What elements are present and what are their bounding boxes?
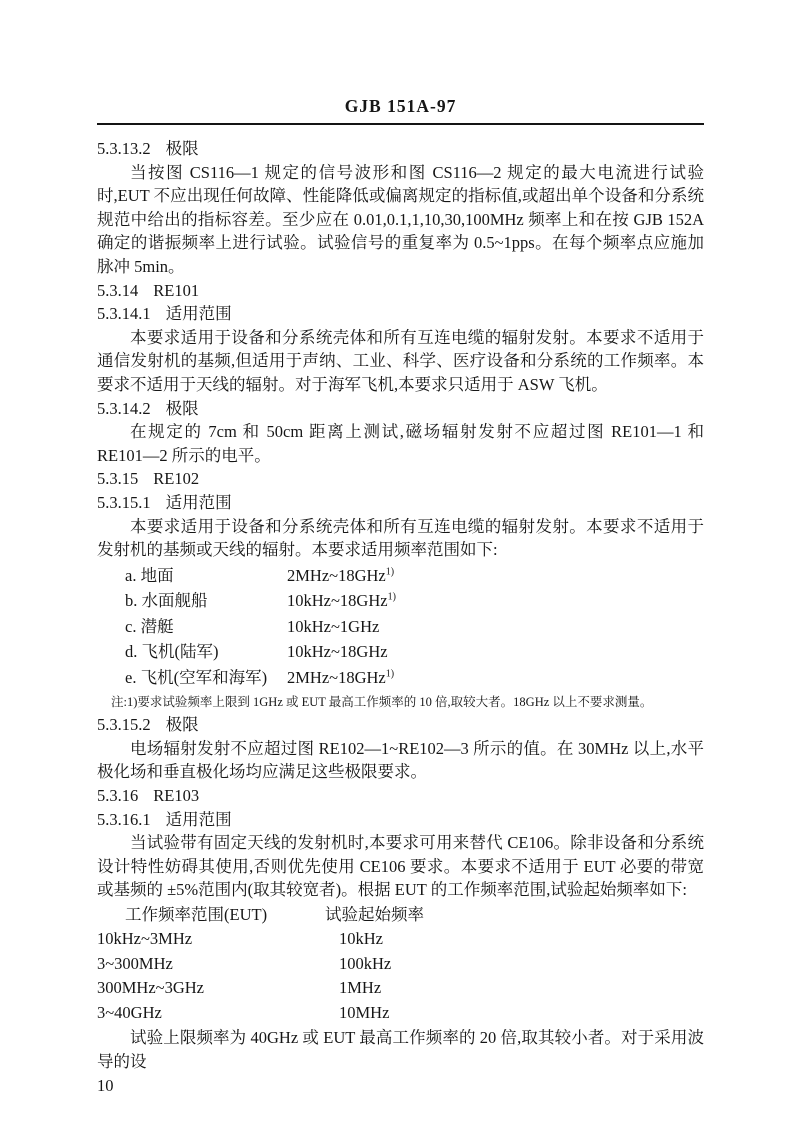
heading-title: 极限	[165, 139, 199, 158]
freq-range-text: 2MHz~18GHz	[287, 667, 386, 687]
table-cell-range: 3~300MHz	[97, 953, 173, 973]
table-cell-range: 300MHz~3GHz	[97, 978, 204, 998]
heading-5-3-14-1	[97, 302, 704, 326]
heading-number: 5.3.14	[97, 280, 139, 300]
paragraph-re102-limit: 电场辐射发射不应超过图 RE102—1~RE102—3 所示的值。在 30MHz 以上,水平极化场和垂直极化场均应满足这些极限要求。	[97, 738, 704, 782]
freq-item-label: b. 水面舰船	[125, 591, 208, 611]
freq-list-item	[97, 639, 704, 665]
table-cell-start-freq: 1MHz	[339, 978, 382, 998]
heading-title: 极限	[165, 715, 199, 735]
heading-5-3-16-1	[97, 808, 704, 832]
heading-5-3-14-2	[97, 397, 704, 421]
freq-item-label: c. 潜艇	[125, 616, 174, 636]
heading-number: 5.3.14.2	[97, 398, 151, 418]
table-cell-range: 3~40GHz	[97, 1002, 162, 1022]
footnote-ref: 1)	[387, 591, 396, 603]
doc-header	[97, 96, 704, 117]
table-row	[97, 1001, 704, 1026]
heading-title: RE102	[153, 469, 200, 489]
table-row	[97, 952, 704, 977]
freq-item-range	[287, 665, 394, 691]
heading-5-3-16	[97, 784, 704, 808]
table-header-row	[97, 903, 704, 928]
table-cell-start-freq: 10kHz	[339, 929, 383, 949]
heading-5-3-13-2	[97, 137, 704, 161]
table-cell-range: 10kHz~3MHz	[97, 929, 193, 949]
heading-5-3-15	[97, 467, 704, 491]
freq-range-text: 10kHz~18GHz	[287, 642, 388, 662]
paragraph-re102-scope: 本要求适用于设备和分系统壳体和所有互连电缆的辐射发射。本要求不适用于发射机的基频或天线的辐射。本要求适用频率范围如下:	[97, 516, 704, 560]
freq-item-range	[287, 639, 388, 665]
header-rule	[97, 123, 704, 125]
heading-number: 5.3.16	[97, 785, 139, 805]
table-cell-start-freq: 100kHz	[339, 953, 392, 973]
heading-title: RE103	[153, 785, 200, 805]
heading-number: 5.3.15	[97, 469, 139, 489]
freq-list-item	[97, 614, 704, 640]
freq-list-item	[97, 588, 704, 614]
heading-title: 适用范围	[165, 304, 232, 324]
freq-item-label: a. 地面	[125, 565, 174, 585]
freq-list-item	[97, 563, 704, 589]
table-row	[97, 976, 704, 1001]
frequency-range-list	[97, 563, 704, 691]
paragraph-cs116-limit: 当按图 CS116—1 规定的信号波形和图 CS116—2 规定的最大电流进行试验时,EUT 不应出现任何故障、性能降低或偏离规定的指标值,或超出单个设备和分系统规范中给出的指标容差。至少应在 0.01,0.1,1,10,30,100MHz 频率上和在按 GJB 152A 确定的谐振频率上进行试验。试验信号的重复率为 0.5~1pps。在每个频率点应施加脉冲 5min。	[97, 162, 704, 276]
heading-number: 5.3.15.2	[97, 715, 151, 735]
heading-title: 极限	[165, 398, 199, 418]
table-col1-header: 工作频率范围(EUT)	[125, 904, 268, 924]
freq-range-text: 2MHz~18GHz	[287, 565, 386, 585]
freq-item-range	[287, 563, 394, 589]
paragraph-re101-limit: 在规定的 7cm 和 50cm 距离上测试,磁场辐射发射不应超过图 RE101—1 和 RE101—2 所示的电平。	[97, 422, 704, 465]
freq-item-label: d. 飞机(陆军)	[125, 642, 219, 662]
table-col2-header: 试验起始频率	[325, 904, 424, 924]
freq-item-range	[287, 614, 379, 640]
footnote-ref: 1)	[385, 668, 395, 680]
paragraph-re103-scope: 当试验带有固定天线的发射机时,本要求可用来替代 CE106。除非设备和分系统设计特性妨碍其使用,否则优先使用 CE106 要求。本要求不适用于 EUT 必要的带宽或基频的 ±5%范围内(取其较宽者)。根据 EUT 的工作频率范围,试验起始频率如下:	[97, 833, 704, 900]
heading-title: RE101	[153, 280, 200, 300]
heading-5-3-15-1	[97, 491, 704, 515]
heading-5-3-14	[97, 279, 704, 303]
heading-number: 5.3.14.1	[97, 304, 151, 324]
paragraph-re101-scope: 本要求适用于设备和分系统壳体和所有互连电缆的辐射发射。本要求不适用于通信发射机的基频,但适用于声纳、工业、科学、医疗设备和分系统的工作频率。本要求不适用于天线的辐射。对于海军飞机,本要求只适用于 ASW 飞机。	[97, 327, 704, 394]
heading-title: 适用范围	[165, 492, 232, 512]
heading-number: 5.3.16.1	[97, 809, 151, 829]
freq-range-text: 10kHz~1GHz	[287, 616, 380, 636]
page-content	[97, 96, 704, 1097]
footnote-ref: 1)	[385, 566, 395, 578]
freq-range-text: 10kHz~18GHz	[287, 591, 388, 611]
heading-5-3-15-2	[97, 713, 704, 737]
doc-code: GJB 151A-97	[344, 96, 457, 116]
table-cell-start-freq: 10MHz	[339, 1002, 390, 1022]
table-row	[97, 927, 704, 952]
freq-list-item	[97, 665, 704, 691]
freq-item-range	[287, 588, 396, 614]
start-frequency-table	[97, 903, 704, 1026]
heading-number: 5.3.15.1	[97, 492, 151, 512]
footnote: 注:1)要求试验频率上限到 1GHz 或 EUT 最高工作频率的 10 倍,取较大者。18GHz 以上不要求测量。	[111, 695, 653, 710]
heading-title: 适用范围	[165, 809, 232, 829]
freq-item-label: e. 飞机(空军和海军)	[125, 667, 268, 687]
page-number: 10	[97, 1075, 114, 1095]
paragraph-upper-limit: 试验上限频率为 40GHz 或 EUT 最高工作频率的 20 倍,取其较小者。对于采用波导的设	[97, 1028, 704, 1072]
heading-number: 5.3.13.2	[97, 139, 151, 158]
